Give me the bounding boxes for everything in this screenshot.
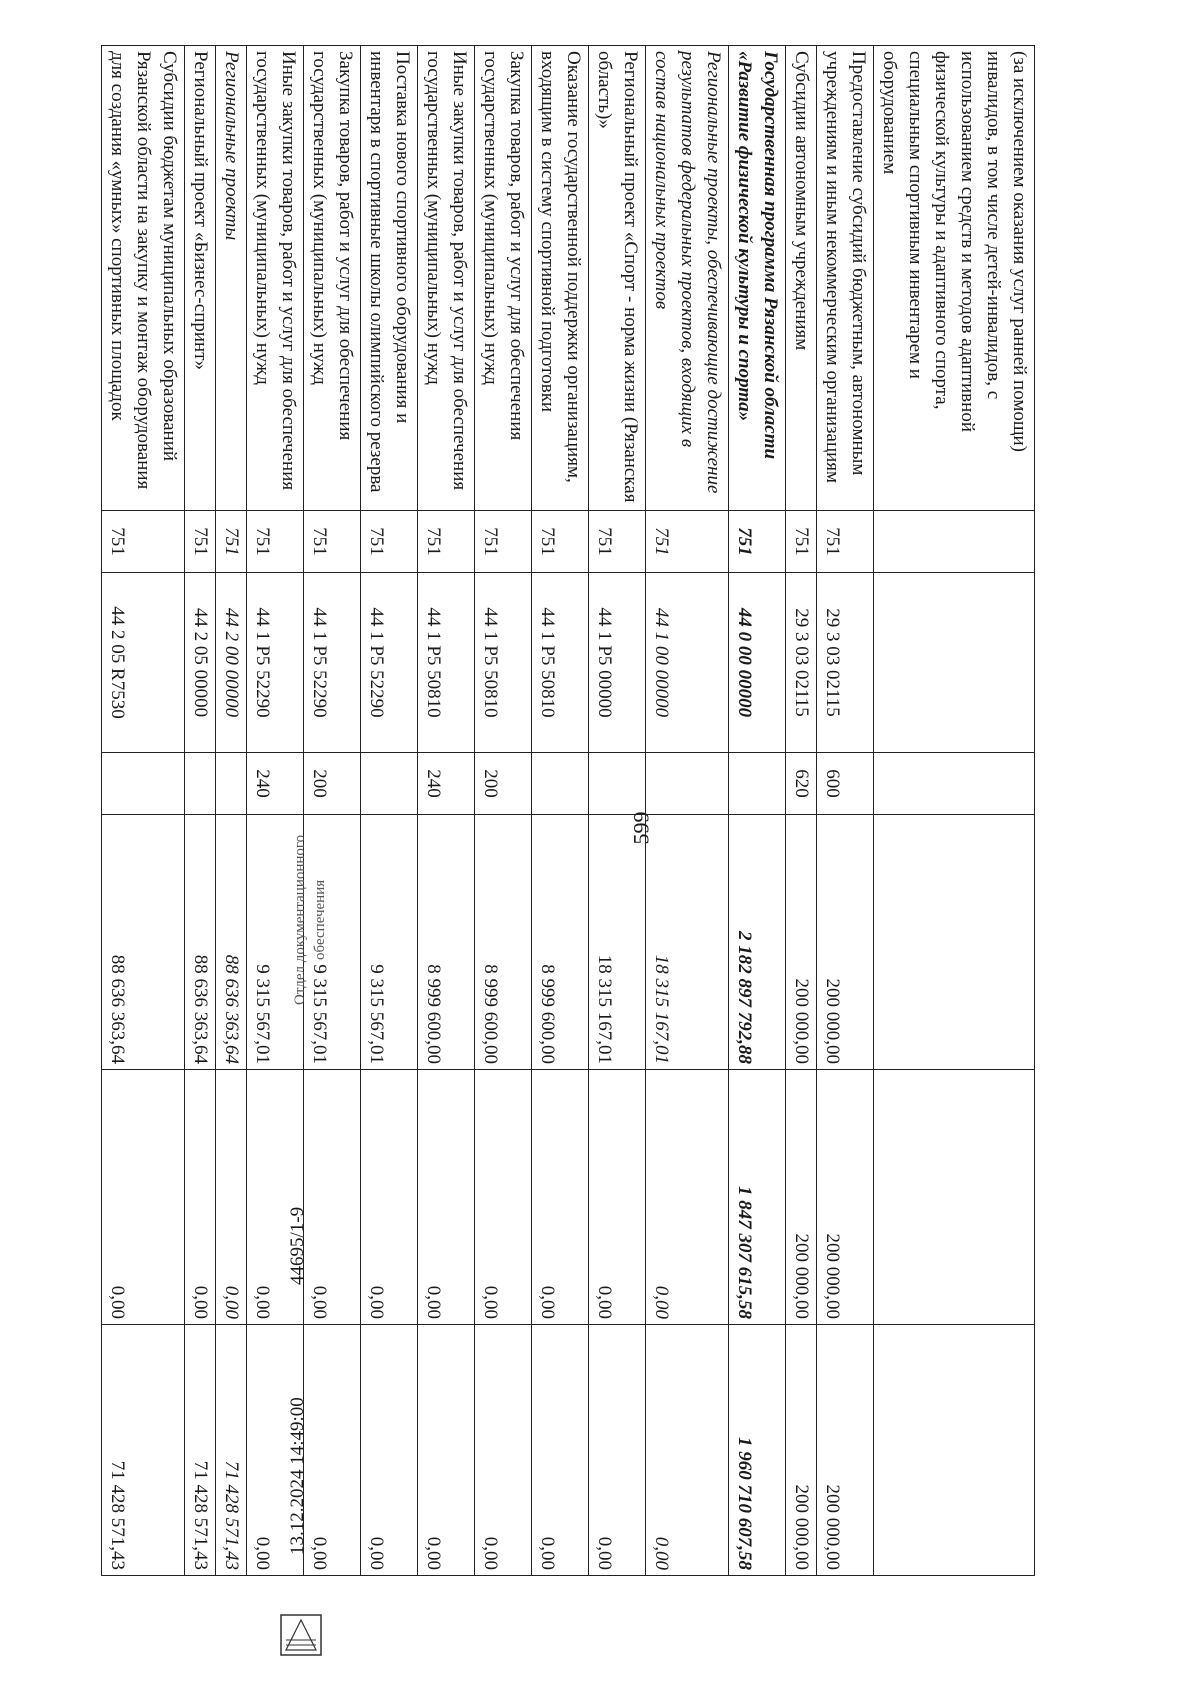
row-amount-2027-cell: 0,00 xyxy=(361,1325,418,1576)
row-vr-cell: 240 xyxy=(418,753,475,815)
row-csr-cell: 44 0 00 00000 xyxy=(729,573,786,753)
row-ved-cell: 751 xyxy=(216,511,247,573)
row-amount-2025-cell: 9 315 567,01 xyxy=(361,815,418,1070)
table-row xyxy=(475,46,532,1576)
row-name-cell: Государственная программа Рязанской области «Развитие физической культуры и спорта» xyxy=(729,46,786,511)
row-name-cell: Иные закупки товаров, работ и услуг для обеспечения государственных (муниципальных) нужд xyxy=(418,46,475,511)
row-ved-cell: 751 xyxy=(475,511,532,573)
row-amount-2026-cell: 0,00 xyxy=(247,1070,304,1325)
row-amount-2027-cell: 0,00 xyxy=(532,1325,589,1576)
page-number: 599 xyxy=(628,811,654,845)
row-vr-cell xyxy=(646,753,729,815)
row-csr-cell: 44 1 P5 50810 xyxy=(475,573,532,753)
footer-datetime: 13.12.2024 14:49:00 xyxy=(287,1397,308,1555)
row-name-cell: Оказание государственной поддержки организациям, входящим в систему спортивной подготовки xyxy=(532,46,589,511)
row-amount-2027-cell: 0,00 xyxy=(418,1325,475,1576)
row-csr-cell: 44 1 P5 50810 xyxy=(532,573,589,753)
row-vr-cell xyxy=(185,753,216,815)
row-name-cell: Закупка товаров, работ и услуг для обеспечения государственных (муниципальных) нужд xyxy=(304,46,361,511)
row-ved-cell: 751 xyxy=(646,511,729,573)
row-amount-2026-cell: 0,00 xyxy=(304,1070,361,1325)
row-name-cell: Региональные проекты, обеспечивающие достижение результатов федеральных проектов, входящих в состав национальных проектов xyxy=(646,46,729,511)
row-amount-2025-cell: 9 315 567,01 xyxy=(304,815,361,1070)
row-csr-cell: 44 1 P5 52290 xyxy=(361,573,418,753)
row-amount-2026-cell: 1 847 307 615,58 xyxy=(729,1070,786,1325)
row-ved-cell: 751 xyxy=(729,511,786,573)
row-amount-2025-cell: 200 000,00 xyxy=(817,815,874,1070)
row-name-cell: (за исключением оказания услуг ранней помощи) инвалидов, в том числе детей-инвалидов, с использованием средств и методов адаптивной физической культуры и адаптивного спорта, специальным спортивным инвентарем и оборудованием xyxy=(874,46,1035,511)
row-csr-cell: 44 1 P5 00000 xyxy=(589,573,646,753)
row-vr-cell: 200 xyxy=(475,753,532,815)
row-amount-2026-cell: 200 000,00 xyxy=(786,1070,817,1325)
row-ved-cell: 751 xyxy=(247,511,304,573)
row-amount-2026-cell: 0,00 xyxy=(646,1070,729,1325)
row-name-cell: Региональные проекты xyxy=(216,46,247,511)
table-row xyxy=(729,46,786,1576)
row-vr-cell xyxy=(102,753,185,815)
row-ved-cell: 751 xyxy=(817,511,874,573)
row-csr-cell: 29 3 03 02115 xyxy=(786,573,817,753)
row-name-cell: Закупка товаров, работ и услуг для обеспечения государственных (муниципальных) нужд xyxy=(475,46,532,511)
row-amount-2026-cell: 0,00 xyxy=(418,1070,475,1325)
table-row xyxy=(216,46,247,1576)
row-amount-2027-cell: 0,00 xyxy=(475,1325,532,1576)
table-row xyxy=(418,46,475,1576)
table-row xyxy=(817,46,874,1576)
row-vr-cell: 600 xyxy=(817,753,874,815)
row-vr-cell xyxy=(874,753,1035,815)
budget-table xyxy=(101,45,1035,1576)
row-csr-cell: 44 1 00 00000 xyxy=(646,573,729,753)
row-ved-cell: 751 xyxy=(185,511,216,573)
row-amount-2025-cell: 18 315 167,01 xyxy=(646,815,729,1070)
row-amount-2025-cell: 2 182 897 792,88 xyxy=(729,815,786,1070)
row-name-cell: Предоставление субсидий бюджетным, автономным учреждениям и иным некоммерческим организациям xyxy=(817,46,874,511)
footer-doc-code: 44695/1-9 xyxy=(287,1206,308,1285)
emblem-icon xyxy=(276,1605,326,1665)
row-amount-2026-cell: 0,00 xyxy=(185,1070,216,1325)
row-ved-cell: 751 xyxy=(418,511,475,573)
row-csr-cell: 44 1 P5 52290 xyxy=(247,573,304,753)
table-row xyxy=(786,46,817,1576)
row-amount-2027-cell: 0,00 xyxy=(646,1325,729,1576)
table-row xyxy=(646,46,729,1576)
budget-table-body xyxy=(102,46,1035,1576)
table-row xyxy=(589,46,646,1576)
row-amount-2026-cell: 0,00 xyxy=(102,1070,185,1325)
row-amount-2025-cell: 88 636 363,64 xyxy=(216,815,247,1070)
row-amount-2025-cell: 8 999 600,00 xyxy=(475,815,532,1070)
row-csr-cell xyxy=(874,573,1035,753)
row-amount-2026-cell xyxy=(874,1070,1035,1325)
row-amount-2025-cell xyxy=(874,815,1035,1070)
row-amount-2025-cell: 8 999 600,00 xyxy=(418,815,475,1070)
row-vr-cell xyxy=(729,753,786,815)
row-ved-cell: 751 xyxy=(589,511,646,573)
row-vr-cell: 200 xyxy=(304,753,361,815)
row-name-cell: Субсидии бюджетам муниципальных образований Рязанской области на закупку и монтаж оборудования для создания «умных» спортивных площадок xyxy=(102,46,185,511)
row-ved-cell: 751 xyxy=(532,511,589,573)
rotated-table-container xyxy=(107,45,1035,1575)
table-row xyxy=(532,46,589,1576)
row-amount-2027-cell: 200 000,00 xyxy=(786,1325,817,1576)
row-amount-2025-cell: 8 999 600,00 xyxy=(532,815,589,1070)
row-amount-2026-cell: 0,00 xyxy=(475,1070,532,1325)
table-row xyxy=(102,46,185,1576)
row-vr-cell xyxy=(589,753,646,815)
row-vr-cell: 240 xyxy=(247,753,304,815)
row-amount-2026-cell: 0,00 xyxy=(589,1070,646,1325)
row-amount-2025-cell: 9 315 567,01 xyxy=(247,815,304,1070)
row-amount-2027-cell: 71 428 571,43 xyxy=(102,1325,185,1576)
row-amount-2026-cell: 0,00 xyxy=(361,1070,418,1325)
department-stamp xyxy=(290,835,330,1005)
row-amount-2027-cell: 71 428 571,43 xyxy=(185,1325,216,1576)
row-amount-2027-cell: 0,00 xyxy=(589,1325,646,1576)
stamp-line-1: Отдел документационного xyxy=(292,834,308,1005)
row-amount-2026-cell: 0,00 xyxy=(216,1070,247,1325)
row-ved-cell: 751 xyxy=(361,511,418,573)
row-amount-2025-cell: 18 315 167,01 xyxy=(589,815,646,1070)
row-amount-2026-cell: 200 000,00 xyxy=(817,1070,874,1325)
row-csr-cell: 44 2 00 00000 xyxy=(216,573,247,753)
row-vr-cell xyxy=(216,753,247,815)
row-vr-cell xyxy=(361,753,418,815)
row-amount-2027-cell: 1 960 710 607,58 xyxy=(729,1325,786,1576)
row-csr-cell: 44 1 P5 52290 xyxy=(304,573,361,753)
table-row xyxy=(304,46,361,1576)
row-amount-2027-cell: 200 000,00 xyxy=(817,1325,874,1576)
table-row xyxy=(361,46,418,1576)
table-row xyxy=(185,46,216,1576)
row-amount-2027-cell: 0,00 xyxy=(304,1325,361,1576)
row-name-cell: Иные закупки товаров, работ и услуг для обеспечения государственных (муниципальных) нужд xyxy=(247,46,304,511)
row-name-cell: Поставка нового спортивного оборудования и инвентаря в спортивные школы олимпийского резерва xyxy=(361,46,418,511)
row-vr-cell: 620 xyxy=(786,753,817,815)
row-ved-cell xyxy=(874,511,1035,573)
row-name-cell: Субсидии автономным учреждениям xyxy=(786,46,817,511)
row-vr-cell xyxy=(532,753,589,815)
row-amount-2025-cell: 88 636 363,64 xyxy=(102,815,185,1070)
row-amount-2027-cell: 71 428 571,43 xyxy=(216,1325,247,1576)
row-amount-2025-cell: 88 636 363,64 xyxy=(185,815,216,1070)
row-ved-cell: 751 xyxy=(304,511,361,573)
row-csr-cell: 44 2 05 R7530 xyxy=(102,573,185,753)
row-amount-2026-cell: 0,00 xyxy=(532,1070,589,1325)
row-ved-cell: 751 xyxy=(786,511,817,573)
table-row xyxy=(874,46,1035,1576)
row-name-cell: Региональный проект «Бизнес-спринт» xyxy=(185,46,216,511)
table-row xyxy=(247,46,304,1576)
row-ved-cell: 751 xyxy=(102,511,185,573)
row-amount-2025-cell: 200 000,00 xyxy=(786,815,817,1070)
row-amount-2027-cell xyxy=(874,1325,1035,1576)
row-name-cell: Региональный проект «Спорт - норма жизни (Рязанская область)» xyxy=(589,46,646,511)
stamp-line-2: обеспечения xyxy=(312,879,328,960)
row-csr-cell: 44 2 05 00000 xyxy=(185,573,216,753)
row-csr-cell: 44 1 P5 50810 xyxy=(418,573,475,753)
row-csr-cell: 29 3 03 02115 xyxy=(817,573,874,753)
row-amount-2027-cell: 0,00 xyxy=(247,1325,304,1576)
